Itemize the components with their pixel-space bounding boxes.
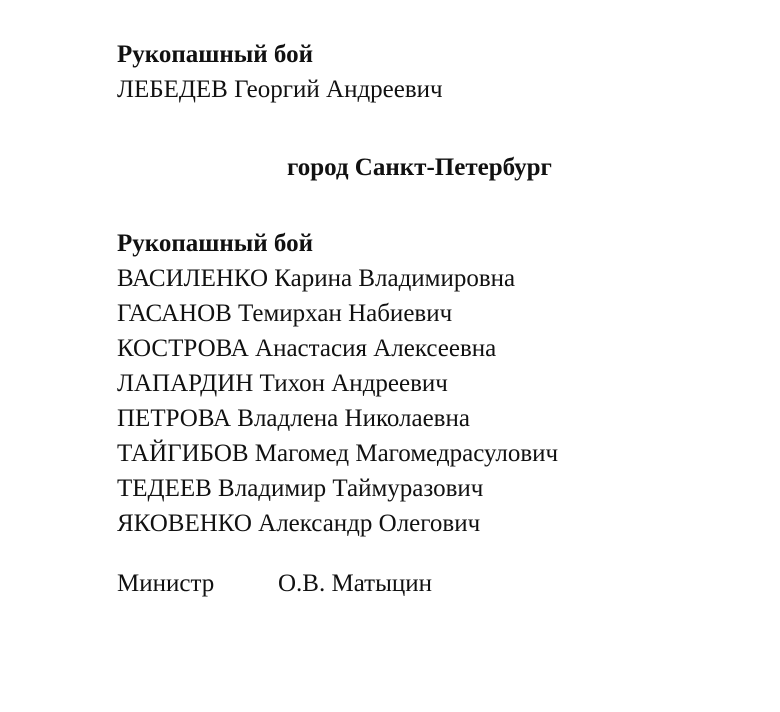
signature-title: Министр	[117, 570, 215, 597]
section-heading: Рукопашный бой	[117, 230, 314, 257]
person-name: ЯКОВЕНКО Александр Олегович	[117, 510, 481, 537]
city-heading: город Санкт-Петербург	[287, 154, 552, 181]
signature-name: О.В. Матыцин	[278, 570, 433, 597]
person-name: ГАСАНОВ Темирхан Набиевич	[117, 300, 453, 327]
person-name: ЛАПАРДИН Тихон Андреевич	[117, 370, 448, 397]
person-name: ТЕДЕЕВ Владимир Таймуразович	[117, 475, 484, 502]
person-name: ПЕТРОВА Владлена Николаевна	[117, 405, 470, 432]
person-name: ТАЙГИБОВ Магомед Магомедрасулович	[117, 440, 559, 467]
signature-block	[117, 569, 433, 599]
person-name: КОСТРОВА Анастасия Алексеевна	[117, 335, 497, 362]
section-heading: Рукопашный бой	[117, 41, 314, 68]
person-name: ЛЕБЕДЕВ Георгий Андреевич	[117, 76, 443, 103]
person-name: ВАСИЛЕНКО Карина Владимировна	[117, 265, 516, 292]
